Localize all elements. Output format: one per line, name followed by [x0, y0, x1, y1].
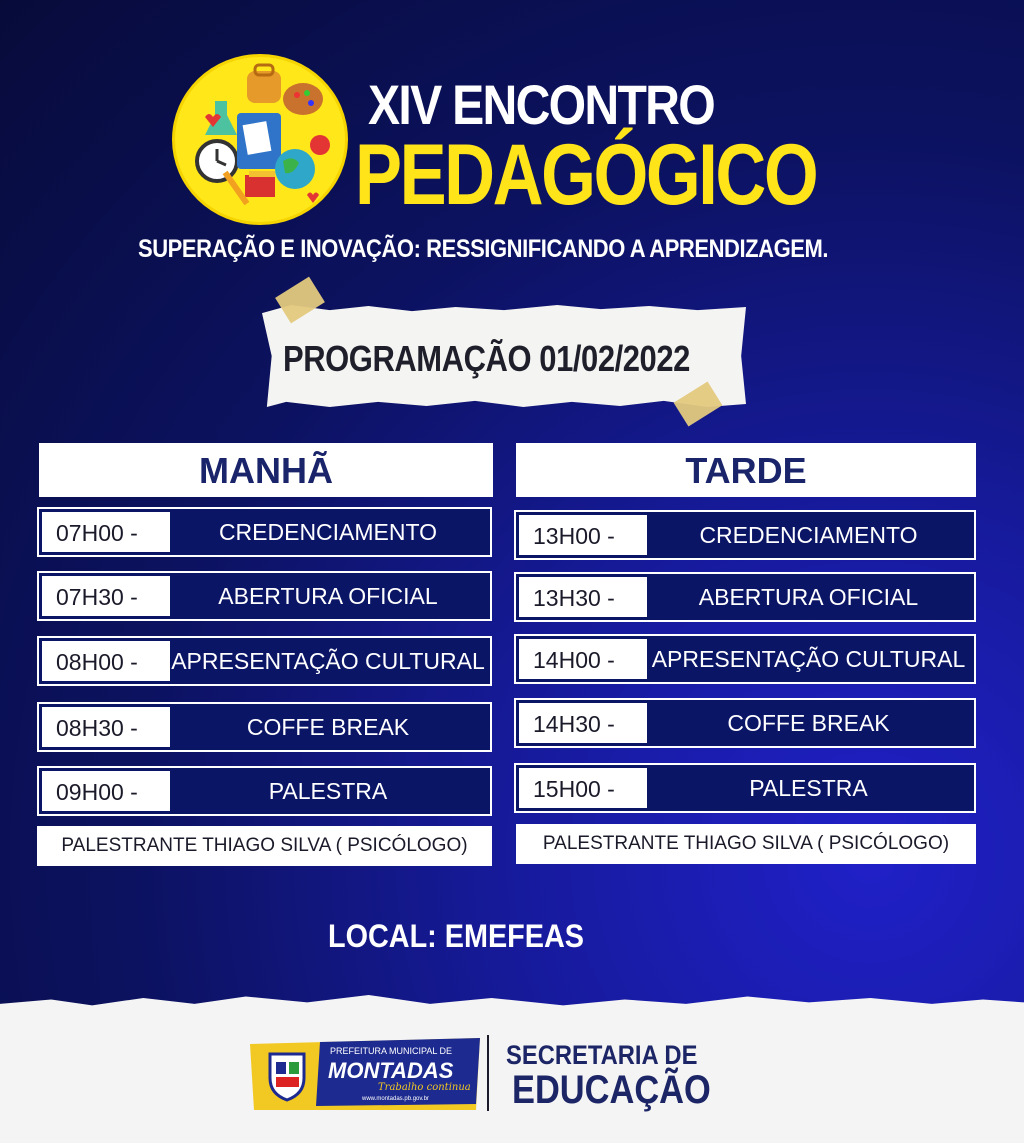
speaker-info: PALESTRANTE THIAGO SILVA ( PSICÓLOGO) [516, 824, 976, 864]
schedule-time: 14H00 - [519, 639, 647, 679]
schedule-activity: PALESTRA [749, 775, 868, 801]
secretaria-label: SECRETARIA DE [506, 1040, 698, 1070]
event-subtitle: SUPERAÇÃO E INOVAÇÃO: RESSIGNIFICANDO A APRENDIZAGEM. [138, 235, 829, 263]
speaker-info: PALESTRANTE THIAGO SILVA ( PSICÓLOGO) [37, 826, 492, 866]
schedule-row [514, 510, 976, 560]
schedule-row [514, 763, 976, 813]
program-date: PROGRAMAÇÃO 01/02/2022 [283, 338, 690, 379]
site-label: www.montadas.pb.gov.br [362, 1096, 429, 1102]
schedule-activity: CREDENCIAMENTO [218, 519, 438, 545]
schedule-row [37, 702, 492, 752]
slogan-label: Trabalho continua [378, 1082, 471, 1093]
montadas-coat-of-arms-icon [262, 1048, 312, 1102]
schedule-row [37, 507, 492, 557]
montadas-label: MONTADAS [328, 1058, 454, 1083]
montadas-logo [250, 1038, 480, 1110]
schedule-time: 07H30 - [42, 576, 170, 616]
footer-divider [487, 1035, 489, 1111]
schedule-activity: ABERTURA OFICIAL [698, 584, 919, 610]
schedule-time: 13H30 - [519, 577, 647, 617]
schedule-activity: COFFE BREAK [246, 714, 410, 740]
event-location: LOCAL: EMEFEAS [328, 918, 584, 954]
schedule-time: 13H00 - [519, 515, 647, 555]
schedule-activity: APRESENTAÇÃO CULTURAL [651, 646, 966, 672]
schedule-row [514, 698, 976, 748]
schedule-time: 08H00 - [42, 641, 170, 681]
school-supplies-logo-icon [172, 54, 348, 225]
schedule-row [37, 636, 492, 686]
schedule-activity: COFFE BREAK [727, 710, 890, 736]
schedule-time: 07H00 - [42, 512, 170, 552]
schedule-row [37, 571, 492, 621]
educacao-label: EDUCAÇÃO [512, 1068, 711, 1112]
prefeitura-label: PREFEITURA MUNICIPAL DE [330, 1046, 453, 1056]
schedule-activity: ABERTURA OFICIAL [218, 583, 438, 609]
schedule-time: 15H00 - [519, 768, 647, 808]
schedule-time: 14H30 - [519, 703, 647, 743]
event-title-line1: XIV ENCONTRO [368, 73, 714, 136]
schedule-time: 09H00 - [42, 771, 170, 811]
schedule-row [37, 766, 492, 816]
schedule-row [514, 572, 976, 622]
event-title-line2: PEDAGÓGICO [355, 127, 817, 223]
afternoon-header: TARDE [516, 443, 976, 497]
morning-header: MANHÃ [39, 443, 493, 497]
schedule-activity: PALESTRA [268, 778, 388, 804]
schedule-activity: APRESENTAÇÃO CULTURAL [171, 648, 485, 674]
schedule-time: 08H30 - [42, 707, 170, 747]
schedule-activity: CREDENCIAMENTO [699, 522, 918, 548]
schedule-row [514, 634, 976, 684]
